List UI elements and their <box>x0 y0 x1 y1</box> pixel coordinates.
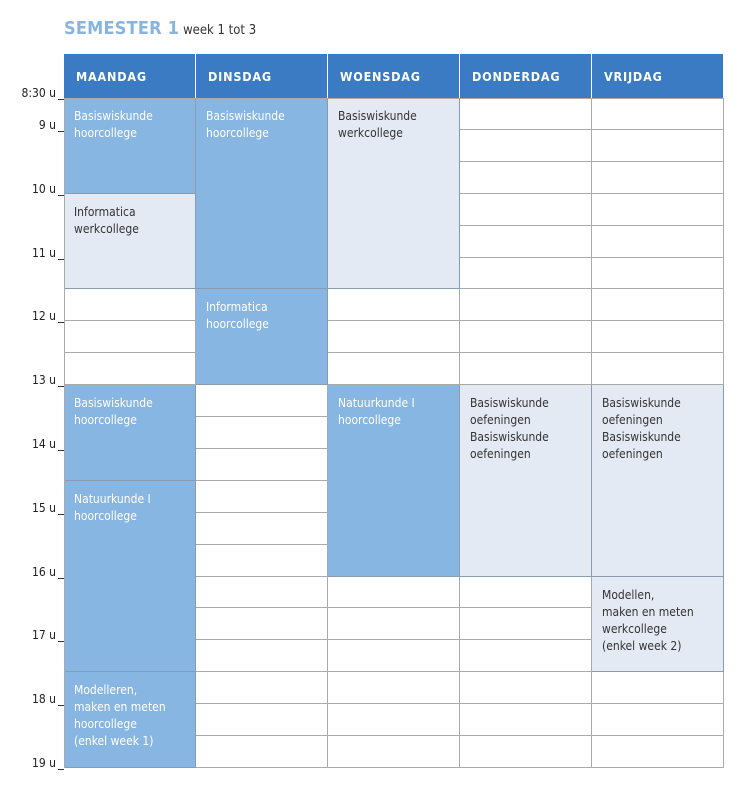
course-block-line: werkcollege <box>602 621 667 636</box>
course-block-line: maken en meten <box>74 700 166 715</box>
course-block[interactable] <box>64 194 196 290</box>
course-block-line: hoorcollege <box>74 717 137 732</box>
empty-slot <box>592 98 724 130</box>
empty-slot <box>196 385 328 417</box>
course-block-line: Basiswiskunde <box>206 109 285 123</box>
empty-slot <box>196 577 328 609</box>
empty-slot <box>592 289 724 321</box>
time-label: 18 u <box>2 692 56 706</box>
course-block[interactable] <box>64 481 196 672</box>
empty-slot <box>460 640 592 672</box>
empty-slot <box>328 704 460 736</box>
empty-slot <box>328 640 460 672</box>
course-block-line: oefeningen <box>602 447 663 462</box>
course-block-line: werkcollege <box>74 221 139 236</box>
course-block-line: oefeningen <box>602 413 663 428</box>
empty-slot <box>460 130 592 162</box>
course-block-line: Natuurkunde I <box>74 491 151 506</box>
empty-slot <box>592 226 724 258</box>
day-header-dinsdag: DINSDAG <box>196 54 328 98</box>
course-block-line: oefeningen <box>470 413 531 428</box>
empty-slot <box>64 353 196 385</box>
empty-slot <box>196 545 328 577</box>
empty-slot <box>328 672 460 704</box>
course-block-line: maken en meten <box>602 604 694 619</box>
empty-slot <box>592 130 724 162</box>
empty-slot <box>460 98 592 130</box>
empty-slot <box>196 417 328 449</box>
day-header-donderdag: DONDERDAG <box>460 54 592 98</box>
empty-slot <box>196 704 328 736</box>
empty-slot <box>196 640 328 672</box>
empty-slot <box>328 736 460 768</box>
course-block-line: Modelleren, <box>74 683 138 698</box>
time-label: 8:30 u <box>2 86 56 100</box>
empty-slot <box>592 321 724 353</box>
course-block-line: oefeningen <box>470 447 531 462</box>
empty-slot <box>64 289 196 321</box>
course-block[interactable] <box>196 98 328 289</box>
empty-slot <box>460 289 592 321</box>
course-block-line: Natuurkunde I <box>338 396 415 411</box>
time-label: 19 u <box>2 756 56 770</box>
empty-slot <box>460 321 592 353</box>
empty-slot <box>592 194 724 226</box>
day-header-woensdag: WOENSDAG <box>328 54 460 98</box>
course-block[interactable] <box>328 385 460 576</box>
course-block-line: hoorcollege <box>338 413 401 428</box>
empty-slot <box>460 353 592 385</box>
empty-slot <box>460 577 592 609</box>
empty-slot <box>64 321 196 353</box>
time-label: 15 u <box>2 501 56 515</box>
empty-slot <box>328 608 460 640</box>
timetable-grid <box>64 98 724 768</box>
empty-slot <box>592 258 724 290</box>
semester-label: SEMESTER 1 <box>64 18 180 39</box>
course-block-line: werkcollege <box>338 126 403 140</box>
empty-slot <box>328 321 460 353</box>
course-block-line: Basiswiskunde <box>602 430 681 445</box>
empty-slot <box>460 608 592 640</box>
day-header-maandag: MAANDAG <box>64 54 196 98</box>
course-block[interactable] <box>328 98 460 289</box>
empty-slot <box>328 289 460 321</box>
course-block[interactable] <box>460 385 592 576</box>
time-label: 10 u <box>2 182 56 196</box>
course-block-line: hoorcollege <box>74 508 137 523</box>
empty-slot <box>592 162 724 194</box>
empty-slot <box>592 672 724 704</box>
course-block-line: (enkel week 1) <box>74 734 154 749</box>
empty-slot <box>592 704 724 736</box>
course-block-line: Basiswiskunde <box>74 109 153 123</box>
course-block[interactable] <box>64 385 196 481</box>
course-block-line: Basiswiskunde <box>470 430 549 445</box>
course-block-line: Basiswiskunde <box>338 109 417 123</box>
empty-slot <box>592 353 724 385</box>
empty-slot <box>460 704 592 736</box>
course-block[interactable] <box>592 385 724 576</box>
empty-slot <box>460 672 592 704</box>
course-block[interactable] <box>64 672 196 768</box>
empty-slot <box>196 672 328 704</box>
time-label: 9 u <box>2 118 56 132</box>
empty-slot <box>460 258 592 290</box>
course-block-line: Informatica <box>74 204 136 219</box>
page-title <box>64 18 256 39</box>
course-block-line: hoorcollege <box>206 317 269 332</box>
empty-slot <box>196 608 328 640</box>
course-block[interactable] <box>196 289 328 385</box>
empty-slot <box>328 353 460 385</box>
empty-slot <box>460 194 592 226</box>
time-label: 14 u <box>2 437 56 451</box>
empty-slot <box>328 577 460 609</box>
course-block-line: Basiswiskunde <box>74 396 153 411</box>
week-range: week 1 tot 3 <box>183 23 257 38</box>
course-block-line: Modellen, <box>602 587 655 602</box>
course-block-line: hoorcollege <box>74 413 137 428</box>
course-block-line: hoorcollege <box>206 126 269 140</box>
course-block-line: Basiswiskunde <box>602 396 681 411</box>
empty-slot <box>460 162 592 194</box>
time-label: 11 u <box>2 246 56 260</box>
empty-slot <box>592 736 724 768</box>
course-block[interactable] <box>64 98 196 194</box>
empty-slot <box>196 513 328 545</box>
course-block-line: Informatica <box>206 300 268 315</box>
empty-slot <box>196 449 328 481</box>
empty-slot <box>460 226 592 258</box>
course-block-line: (enkel week 2) <box>602 638 682 653</box>
empty-slot <box>460 736 592 768</box>
time-label: 12 u <box>2 309 56 323</box>
course-block-line: Basiswiskunde <box>470 396 549 411</box>
time-label: 13 u <box>2 373 56 387</box>
day-header-vrijdag: VRIJDAG <box>592 54 724 98</box>
time-label: 17 u <box>2 628 56 642</box>
empty-slot <box>196 736 328 768</box>
time-label: 16 u <box>2 565 56 579</box>
course-block[interactable] <box>592 577 724 673</box>
empty-slot <box>196 481 328 513</box>
course-block-line: hoorcollege <box>74 126 137 140</box>
